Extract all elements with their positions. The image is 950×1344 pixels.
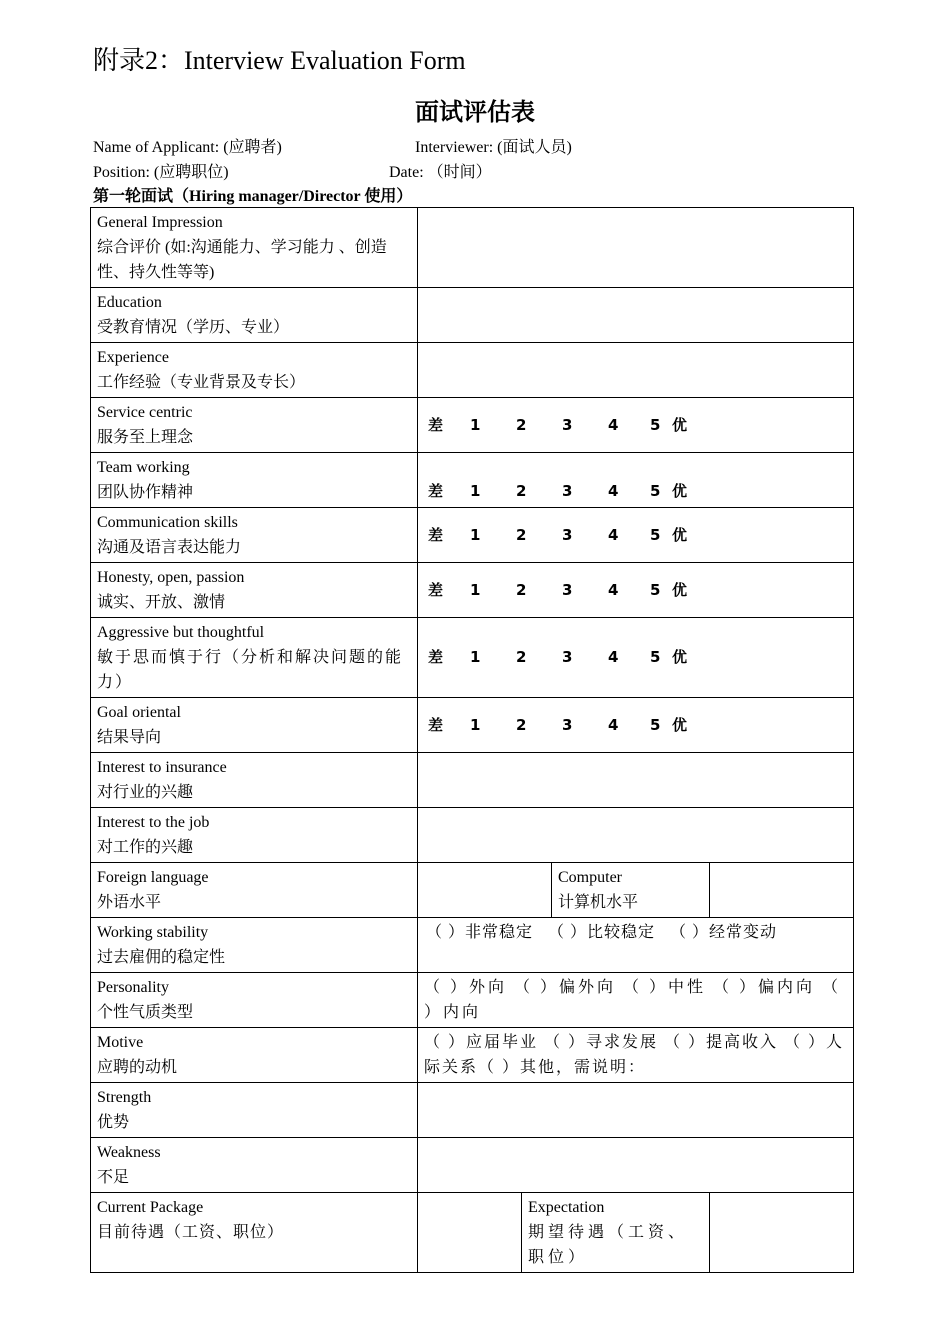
table-row <box>91 1138 854 1193</box>
rating-option[interactable]: 4 <box>608 715 619 734</box>
criterion-label: Aggressive but thoughtful 敏于思而慎于行（分析和解决问题的能力） <box>91 618 418 698</box>
rating-option[interactable]: 1 <box>470 580 481 599</box>
criterion-label: General Impression 综合评价 (如:沟通能力、学习能力 、创造性、持久性等等) <box>91 208 418 288</box>
table-row <box>91 973 854 1028</box>
rating-poor[interactable]: 差 <box>428 482 444 500</box>
table-row <box>91 918 854 973</box>
table-row <box>91 563 854 618</box>
criterion-label: Service centric 服务至上理念 <box>91 398 418 453</box>
table-row <box>91 1028 854 1083</box>
criterion-label: Strength 优势 <box>91 1083 418 1138</box>
criterion-label: Experience 工作经验（专业背景及专长） <box>91 343 418 398</box>
table-row <box>91 863 854 918</box>
rating-poor[interactable]: 差 <box>428 415 444 434</box>
rating-option[interactable]: 3 <box>562 415 573 434</box>
rating-cell[interactable] <box>418 453 854 508</box>
stability-options[interactable]: （ ）非常稳定 （ ）比较稳定 （ ）经常变动 <box>418 918 854 973</box>
table-row <box>91 808 854 863</box>
rating-poor[interactable]: 差 <box>428 648 444 666</box>
rating-option[interactable]: 1 <box>470 715 481 734</box>
rating-poor[interactable]: 差 <box>428 715 444 734</box>
rating-option[interactable]: 5 <box>650 648 661 666</box>
rating-excellent[interactable]: 优 <box>672 482 688 500</box>
rating-option[interactable]: 2 <box>516 525 527 544</box>
rating-option[interactable]: 5 <box>650 482 661 500</box>
rating-cell[interactable] <box>418 698 854 753</box>
rating-option[interactable]: 4 <box>608 648 619 666</box>
table-row <box>91 508 854 563</box>
rating-excellent[interactable]: 优 <box>672 715 688 734</box>
rating-option[interactable]: 5 <box>650 580 661 599</box>
criterion-label: Weakness 不足 <box>91 1138 418 1193</box>
table-row <box>91 618 854 698</box>
rating-excellent[interactable]: 优 <box>672 648 688 666</box>
rating-cell[interactable] <box>418 508 854 563</box>
rating-option[interactable]: 3 <box>562 715 573 734</box>
answer-cell[interactable] <box>418 753 854 808</box>
rating-option[interactable]: 1 <box>470 525 481 544</box>
personality-options[interactable]: （ ）外向 （ ）偏外向 （ ）中性 （ ）偏内向 （ ）内向 <box>418 973 854 1028</box>
table-row <box>91 1083 854 1138</box>
expectation-answer[interactable] <box>710 1193 854 1273</box>
answer-cell[interactable] <box>418 1083 854 1138</box>
rating-option[interactable]: 1 <box>470 415 481 434</box>
rating-option[interactable]: 2 <box>516 415 527 434</box>
table-row <box>91 343 854 398</box>
evaluation-table <box>90 207 854 1273</box>
rating-scale <box>424 578 847 603</box>
rating-option[interactable]: 3 <box>562 648 573 666</box>
rating-scale <box>424 523 847 548</box>
date-label: Date: （时间） <box>389 164 492 181</box>
rating-excellent[interactable]: 优 <box>672 580 688 599</box>
table-row <box>91 1193 854 1273</box>
table-row <box>91 753 854 808</box>
applicant-label: Name of Applicant: (应聘者) <box>93 139 282 156</box>
rating-option[interactable]: 3 <box>562 525 573 544</box>
rating-cell[interactable] <box>418 563 854 618</box>
rating-option[interactable]: 4 <box>608 525 619 544</box>
rating-option[interactable]: 2 <box>516 580 527 599</box>
rating-cell[interactable] <box>418 618 854 698</box>
computer-label: Computer 计算机水平 <box>552 863 710 918</box>
rating-option[interactable]: 1 <box>470 648 481 666</box>
answer-cell[interactable] <box>418 808 854 863</box>
rating-option[interactable]: 5 <box>650 715 661 734</box>
rating-poor[interactable]: 差 <box>428 525 444 544</box>
rating-option[interactable]: 4 <box>608 482 619 500</box>
criterion-label: Working stability 过去雇佣的稳定性 <box>91 918 418 973</box>
answer-cell[interactable] <box>418 343 854 398</box>
page-title: 附录2：Interview Evaluation Form <box>93 46 466 75</box>
rating-option[interactable]: 5 <box>650 415 661 434</box>
rating-scale <box>424 645 847 670</box>
criterion-label: Personality 个性气质类型 <box>91 973 418 1028</box>
table-row <box>91 288 854 343</box>
table-row <box>91 698 854 753</box>
answer-cell[interactable] <box>418 1138 854 1193</box>
rating-scale <box>424 413 847 438</box>
form-title: 面试评估表 <box>415 98 535 126</box>
rating-scale <box>424 713 847 738</box>
rating-excellent[interactable]: 优 <box>672 525 688 544</box>
criterion-label: Interest to the job 对工作的兴趣 <box>91 808 418 863</box>
criterion-label: Current Package 目前待遇（工资、职位） <box>91 1193 418 1273</box>
criterion-label: Education 受教育情况（学历、专业） <box>91 288 418 343</box>
table-row <box>91 398 854 453</box>
rating-option[interactable]: 4 <box>608 580 619 599</box>
criterion-label: Interest to insurance 对行业的兴趣 <box>91 753 418 808</box>
rating-option[interactable]: 1 <box>470 482 481 500</box>
interviewer-label: Interviewer: (面试人员) <box>415 139 572 156</box>
rating-option[interactable]: 2 <box>516 715 527 734</box>
position-label: Position: (应聘职位) <box>93 164 229 181</box>
rating-option[interactable]: 3 <box>562 580 573 599</box>
rating-cell[interactable] <box>418 398 854 453</box>
criterion-label: Team working 团队协作精神 <box>91 453 418 508</box>
criterion-label: Honesty, open, passion 诚实、开放、激情 <box>91 563 418 618</box>
answer-cell[interactable] <box>418 288 854 343</box>
rating-option[interactable]: 4 <box>608 415 619 434</box>
rating-excellent[interactable]: 优 <box>672 415 688 434</box>
rating-poor[interactable]: 差 <box>428 580 444 599</box>
computer-answer[interactable] <box>710 863 854 918</box>
rating-scale <box>424 479 847 504</box>
criterion-label: Goal oriental 结果导向 <box>91 698 418 753</box>
expectation-label: Expectation 期望待遇（工资、职位） <box>522 1193 710 1273</box>
motive-options[interactable]: （ ）应届毕业 （ ）寻求发展 （ ）提高收入 （ ）人际关系（ ）其他，需说明： <box>418 1028 854 1083</box>
rating-option[interactable]: 5 <box>650 525 661 544</box>
criterion-label: Motive 应聘的动机 <box>91 1028 418 1083</box>
rating-option[interactable]: 2 <box>516 648 527 666</box>
criterion-label: Communication skills 沟通及语言表达能力 <box>91 508 418 563</box>
answer-cell[interactable] <box>418 208 854 288</box>
round-heading: 第一轮面试（Hiring manager/Director 使用） <box>93 188 413 205</box>
criterion-label: Foreign language 外语水平 <box>91 863 418 918</box>
table-row <box>91 453 854 508</box>
rating-option[interactable]: 3 <box>562 482 573 500</box>
current-package-answer[interactable] <box>418 1193 522 1273</box>
foreign-language-answer[interactable] <box>418 863 552 918</box>
table-row <box>91 208 854 288</box>
rating-option[interactable]: 2 <box>516 482 527 500</box>
